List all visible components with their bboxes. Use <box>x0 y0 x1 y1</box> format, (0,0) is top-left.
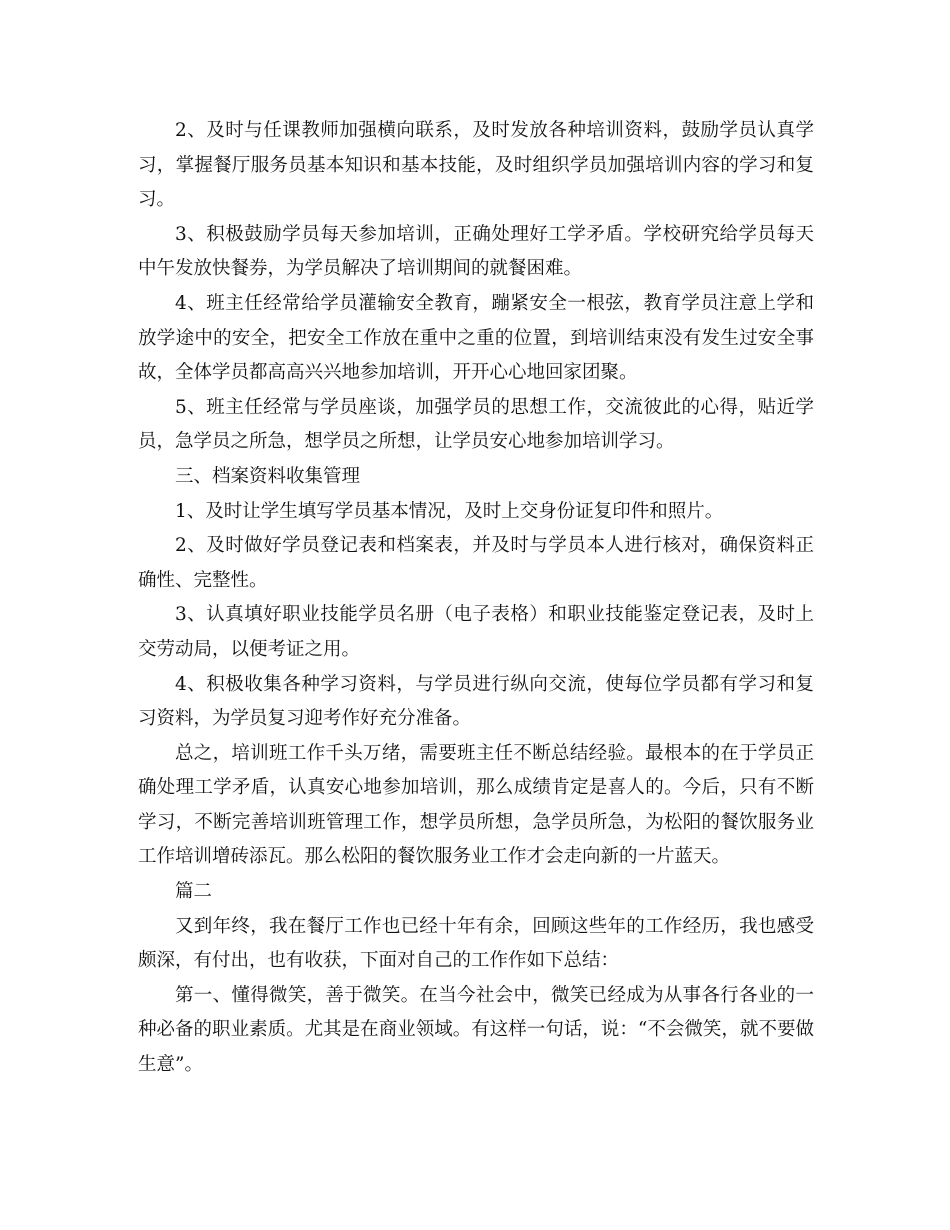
part-two-heading: 篇二 <box>175 881 213 903</box>
archive-item-2: 2、及时做好学员登记表和档案表，并及时与学员本人进行核对，确保资料正确性、完整性。 <box>138 535 814 591</box>
archive-item-3: 3、认真填好职业技能学员名册（电子表格）和职业技能鉴定登记表，及时上交劳动局，以便考证之用。 <box>138 604 814 660</box>
archive-item-4: 4、积极收集各种学习资料，与学员进行纵向交流，使每位学员都有学习和复习资料，为学员复习迎考作好充分准备。 <box>138 673 814 730</box>
summary-paragraph: 总之，培训班工作千头万绪，需要班主任不断总结经验。最根本的在于学员正确处理工学矛盾，认真安心地参加培训，那么成绩肯定是喜人的。今后，只有不断学习，不断完善培训班管理工作，想学员所想，急学员所急，为松阳的餐饮服务业工作培训增砖添瓦。那么松阳的餐饮服务业工作才会走向新的一片蓝天。 <box>138 742 814 868</box>
section-heading-archive-management: 三、档案资料收集管理 <box>175 465 361 487</box>
paragraph-item-4: 4、班主任经常给学员灌输安全教育，蹦紧安全一根弦，教育学员注意上学和放学途中的安全，把安全工作放在重中之重的位置，到培训结束没有发生过安全事故，全体学员都高高兴兴地参加培训，开开心心地回家团聚。 <box>138 292 814 384</box>
paragraph-item-3: 3、积极鼓励学员每天参加培训，正确处理好工学矛盾。学校研究给学员每天中午发放快餐券，为学员解决了培训期间的就餐困难。 <box>138 223 814 280</box>
part-two-first-point-paragraph: 第一、懂得微笑，善于微笑。在当今社会中，微笑已经成为从事各行各业的一种必备的职业素质。尤其是在商业领域。有这样一句话，说：“不会微笑，就不要做生意”。 <box>138 984 814 1076</box>
archive-item-1: 1、及时让学生填写学员基本情况，及时上交身份证复印件和照片。 <box>175 500 724 522</box>
document-body <box>138 114 814 1083</box>
paragraph-item-2: 2、及时与任课教师加强横向联系，及时发放各种培训资料，鼓励学员认真学习，掌握餐厅服务员基本知识和基本技能，及时组织学员加强培训内容的学习和复习。 <box>138 120 814 211</box>
paragraph-item-5: 5、班主任经常与学员座谈，加强学员的思想工作，交流彼此的心得，贴近学员，急学员之所急，想学员之所想，让学员安心地参加培训学习。 <box>138 396 814 453</box>
part-two-intro-paragraph: 又到年终，我在餐厅工作也已经十年有余，回顾这些年的工作经历，我也感受颇深，有付出，也有收获，下面对自己的工作作如下总结： <box>138 915 814 972</box>
